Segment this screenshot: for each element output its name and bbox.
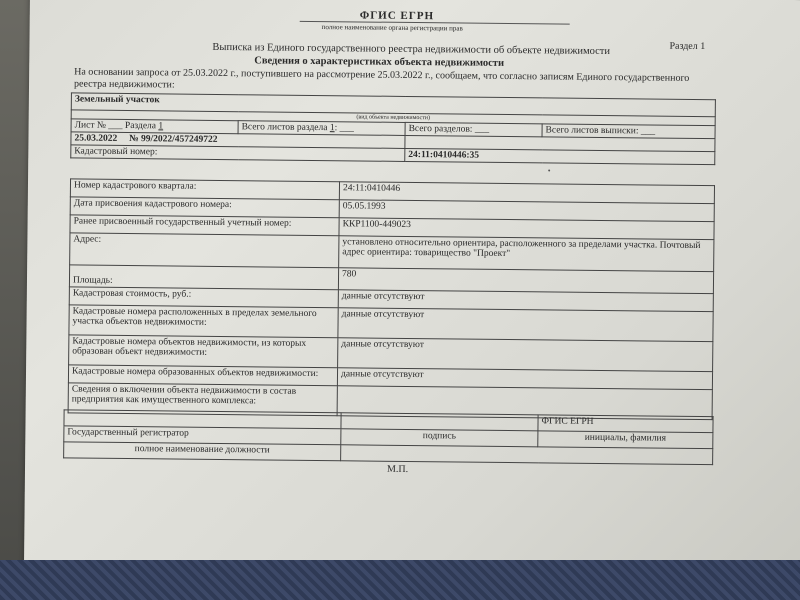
fabric-background — [0, 560, 800, 600]
row-label: Сведения о включении объекта недвижимости в состав предприятия как имущественного комплекса: — [68, 383, 337, 416]
intro-text: На основании запроса от 25.03.2022 г., поступившего на рассмотрение 25.03.2022 г., сообщаем, что согласно записям Единого государственного реестра недвижимости: — [73, 66, 690, 91]
document-page — [24, 0, 800, 590]
row-label: Площадь: — [69, 265, 338, 290]
object-header-table — [70, 92, 716, 165]
sheets-in-section-cell: Всего листов раздела 1: ___ — [238, 121, 405, 136]
row-label: Номер кадастрового квартала: — [70, 179, 339, 200]
date-number-cell: 25.03.2022 № 99/2022/457249722 — [71, 132, 405, 148]
row-value: данные отсутствуют — [338, 290, 713, 312]
row-value: данные отсутствуют — [338, 338, 713, 372]
cadastral-label: Кадастровый номер: — [71, 145, 405, 161]
signature-table — [63, 409, 713, 465]
sheets-total-cell: Всего листов выписки: ___ — [542, 124, 715, 139]
row-value: 780 — [338, 268, 713, 294]
row-label: Кадастровые номера расположенных в пределах земельного участка объектов недвижимости: — [69, 305, 338, 338]
initials-caption: инициалы, фамилия — [538, 431, 713, 449]
row-value: 05.05.1993 — [339, 200, 714, 222]
seal-mark: М.П. — [386, 463, 409, 475]
row-value: данные отсутствуют — [338, 308, 713, 342]
speck — [548, 169, 550, 171]
row-label: Кадастровая стоимость, руб.: — [69, 287, 338, 308]
document-subtitle: Сведения о характеристиках объекта недвижимости — [254, 55, 505, 69]
characteristics-table — [68, 178, 715, 420]
sections-total-cell: Всего разделов: ___ — [405, 122, 542, 136]
cadastral-value: 24:11:0410446:35 — [405, 148, 715, 164]
row-label: Ранее присвоенный государственный учетный номер: — [70, 215, 339, 236]
row-value: ККР1100-449023 — [339, 218, 714, 240]
org-caption: полное наименование органа регистрации прав — [321, 23, 463, 33]
row-label: Кадастровые номера объектов недвижимости, из которых образован объект недвижимости: — [69, 335, 338, 368]
object-type-caption: (вид объекта недвижимости) — [71, 110, 715, 126]
sheet-number-cell: Лист № ___ Раздела 1 — [71, 119, 238, 134]
row-value: 24:11:0410446 — [339, 182, 714, 204]
row-label: Дата присвоения кадастрового номера: — [70, 197, 339, 218]
sign-caption: подпись — [341, 429, 538, 447]
object-type: Земельный участок — [71, 93, 715, 117]
row-value: данные отсутствуют — [337, 368, 712, 390]
org-name: ФГИС ЕГРН — [359, 9, 435, 23]
row-value: установлено относительно ориентира, расположенного за пределами участка. Почтовый адрес ориентира: товарищество "Проект" — [339, 236, 714, 272]
position-caption: полное наименование должности — [64, 442, 341, 461]
registrar-label: Государственный регистратор — [64, 426, 341, 445]
sig-empty-3 — [341, 445, 713, 465]
document-title: Выписка из Единого государственного реестра недвижимости об объекте недвижимости — [212, 41, 611, 58]
row-label: Адрес: — [70, 233, 339, 268]
fgis-label: ФГИС ЕГРН — [538, 415, 713, 433]
row-label: Кадастровые номера образованных объектов недвижимости: — [68, 365, 337, 386]
section-label: Раздел 1 — [669, 40, 706, 53]
